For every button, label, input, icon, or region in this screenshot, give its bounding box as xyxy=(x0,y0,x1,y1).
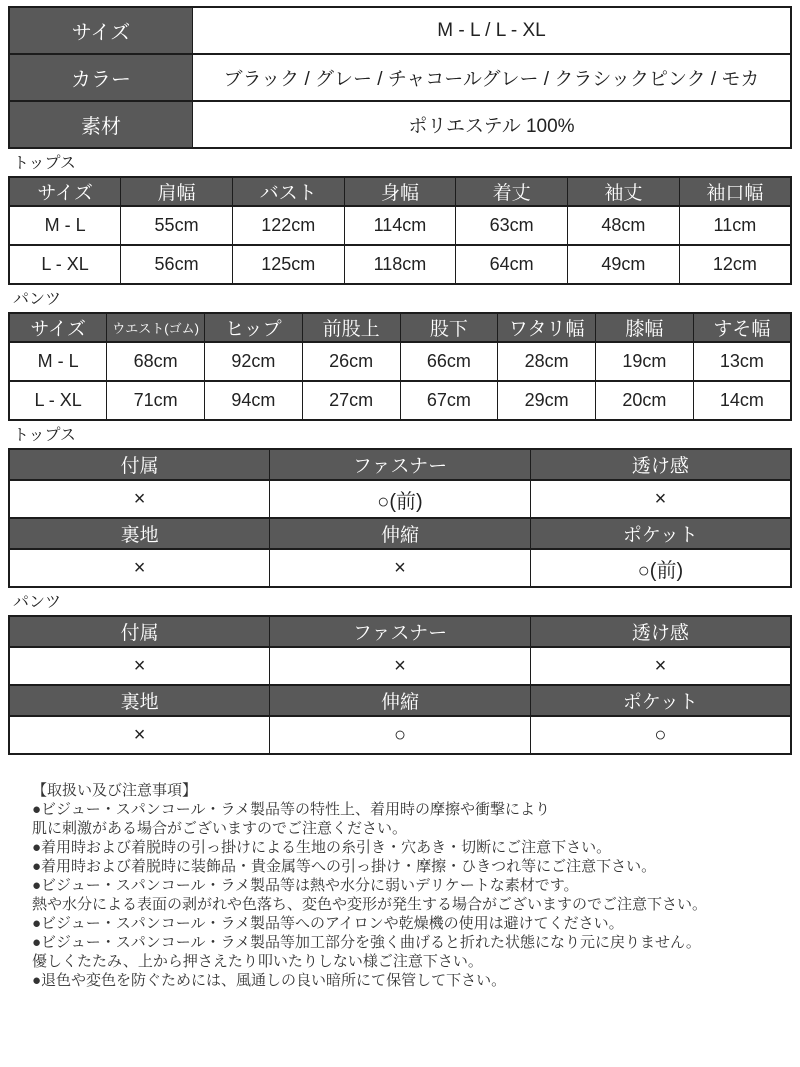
care-notes-title: 【取扱い及び注意事項】 xyxy=(32,782,198,799)
note-line: ●退色や変色を防ぐためには、風通しの良い暗所にて保管して下さい。 xyxy=(32,972,507,989)
feature-value: × xyxy=(9,647,270,685)
feature-header: 付属 xyxy=(9,616,270,647)
size-cell: 92cm xyxy=(205,342,303,381)
feature-value: × xyxy=(530,480,791,518)
feature-value: ○ xyxy=(530,716,791,754)
size-cell: 94cm xyxy=(205,381,303,420)
tops-features-table xyxy=(8,448,792,588)
table-header-row xyxy=(9,449,791,480)
feature-value: × xyxy=(9,716,270,754)
size-cell: 55cm xyxy=(121,206,233,245)
size-cell: 14cm xyxy=(693,381,791,420)
column-header: 袖丈 xyxy=(568,177,680,206)
table-row xyxy=(9,480,791,518)
table-row xyxy=(9,245,791,284)
table-header-row xyxy=(9,616,791,647)
column-header: ワタリ幅 xyxy=(498,313,596,342)
note-line: ●着用時および着脱時に装飾品・貴金属等への引っ掛け・摩擦・ひきつれ等にご注意下さい。 xyxy=(32,858,657,875)
size-cell: 114cm xyxy=(344,206,456,245)
size-cell: 13cm xyxy=(693,342,791,381)
note-line: 優しくたたみ、上から押さえたり叩いたりしない様ご注意下さい。 xyxy=(32,953,483,970)
info-table xyxy=(8,6,792,149)
table-row xyxy=(9,716,791,754)
note-line: ●着用時および着脱時の引っ掛けによる生地の糸引き・穴あき・切断にご注意下さい。 xyxy=(32,839,612,856)
size-cell: 56cm xyxy=(121,245,233,284)
info-label-size: サイズ xyxy=(9,7,193,54)
table-row xyxy=(9,7,791,54)
note-line: ●ビジュー・スパンコール・ラメ製品等へのアイロンや乾燥機の使用は避けてください。 xyxy=(32,915,624,932)
size-cell: 27cm xyxy=(302,381,400,420)
feature-header: 伸縮 xyxy=(270,685,531,716)
size-cell: 49cm xyxy=(568,245,680,284)
care-notes xyxy=(32,781,792,990)
table-header-row xyxy=(9,177,791,206)
feature-header: 透け感 xyxy=(530,449,791,480)
size-cell: 29cm xyxy=(498,381,596,420)
table-row xyxy=(9,647,791,685)
section-label-pants-size: パンツ xyxy=(13,291,62,308)
feature-header: 透け感 xyxy=(530,616,791,647)
info-label-color: カラー xyxy=(9,54,193,101)
table-row xyxy=(9,549,791,587)
note-line: ●ビジュー・スパンコール・ラメ製品等加工部分を強く曲げると折れた状態になり元に戻りません。 xyxy=(32,934,701,951)
size-cell: 71cm xyxy=(107,381,205,420)
size-cell: 67cm xyxy=(400,381,498,420)
column-header: サイズ xyxy=(9,177,121,206)
column-header: 身幅 xyxy=(344,177,456,206)
size-cell: 48cm xyxy=(568,206,680,245)
column-header: サイズ xyxy=(9,313,107,342)
column-header: 股下 xyxy=(400,313,498,342)
size-cell: L - XL xyxy=(9,381,107,420)
column-header: 袖口幅 xyxy=(679,177,791,206)
section-label-pants-features: パンツ xyxy=(13,594,62,611)
feature-value: ○(前) xyxy=(270,480,531,518)
table-row xyxy=(9,206,791,245)
size-cell: 28cm xyxy=(498,342,596,381)
size-cell: 125cm xyxy=(232,245,344,284)
feature-header: ポケット xyxy=(530,518,791,549)
table-header-row xyxy=(9,518,791,549)
feature-value: ○(前) xyxy=(530,549,791,587)
table-row xyxy=(9,101,791,148)
info-label-material: 素材 xyxy=(9,101,193,148)
feature-value: × xyxy=(9,480,270,518)
feature-header: ポケット xyxy=(530,685,791,716)
size-cell: 68cm xyxy=(107,342,205,381)
column-header: 着丈 xyxy=(456,177,568,206)
feature-value: × xyxy=(530,647,791,685)
note-line: ●ビジュー・スパンコール・ラメ製品等の特性上、着用時の摩擦や衝撃により xyxy=(32,801,551,818)
tops-size-table xyxy=(8,176,792,285)
table-header-row xyxy=(9,313,791,342)
column-header: バスト xyxy=(232,177,344,206)
info-value-size: M - L / L - XL xyxy=(193,7,792,54)
size-cell: 122cm xyxy=(232,206,344,245)
pants-features-table xyxy=(8,615,792,755)
pants-size-table xyxy=(8,312,792,421)
info-value-material: ポリエステル 100% xyxy=(193,101,792,148)
column-header: ヒップ xyxy=(205,313,303,342)
column-header: 肩幅 xyxy=(121,177,233,206)
info-value-color: ブラック / グレー / チャコールグレー / クラシックピンク / モカ xyxy=(193,54,792,101)
note-line: 熱や水分による表面の剥がれや色落ち、変色や変形が発生する場合がございますのでご注意下さい。 xyxy=(32,896,708,913)
section-label-tops-size: トップス xyxy=(13,155,76,172)
size-cell: 118cm xyxy=(344,245,456,284)
feature-header: 裏地 xyxy=(9,518,270,549)
feature-header: ファスナー xyxy=(270,449,531,480)
feature-header: 伸縮 xyxy=(270,518,531,549)
note-line: 肌に刺激がある場合がございますのでご注意ください。 xyxy=(32,820,408,837)
feature-header: 裏地 xyxy=(9,685,270,716)
size-cell: M - L xyxy=(9,342,107,381)
size-cell: 63cm xyxy=(456,206,568,245)
size-cell: 12cm xyxy=(679,245,791,284)
size-cell: 64cm xyxy=(456,245,568,284)
table-row xyxy=(9,381,791,420)
column-header: すそ幅 xyxy=(693,313,791,342)
note-line: ●ビジュー・スパンコール・ラメ製品等は熱や水分に弱いデリケートな素材です。 xyxy=(32,877,579,894)
feature-value: × xyxy=(270,647,531,685)
table-row xyxy=(9,54,791,101)
feature-header: 付属 xyxy=(9,449,270,480)
column-header: 前股上 xyxy=(302,313,400,342)
feature-header: ファスナー xyxy=(270,616,531,647)
size-cell: 20cm xyxy=(596,381,694,420)
column-header: ウエスト(ゴム) xyxy=(107,313,205,342)
column-header: 膝幅 xyxy=(596,313,694,342)
feature-value: × xyxy=(9,549,270,587)
feature-value: ○ xyxy=(270,716,531,754)
feature-value: × xyxy=(270,549,531,587)
table-row xyxy=(9,342,791,381)
size-cell: 66cm xyxy=(400,342,498,381)
section-label-tops-features: トップス xyxy=(13,427,76,444)
size-cell: 26cm xyxy=(302,342,400,381)
size-cell: 19cm xyxy=(596,342,694,381)
size-cell: L - XL xyxy=(9,245,121,284)
size-cell: M - L xyxy=(9,206,121,245)
size-cell: 11cm xyxy=(679,206,791,245)
table-header-row xyxy=(9,685,791,716)
